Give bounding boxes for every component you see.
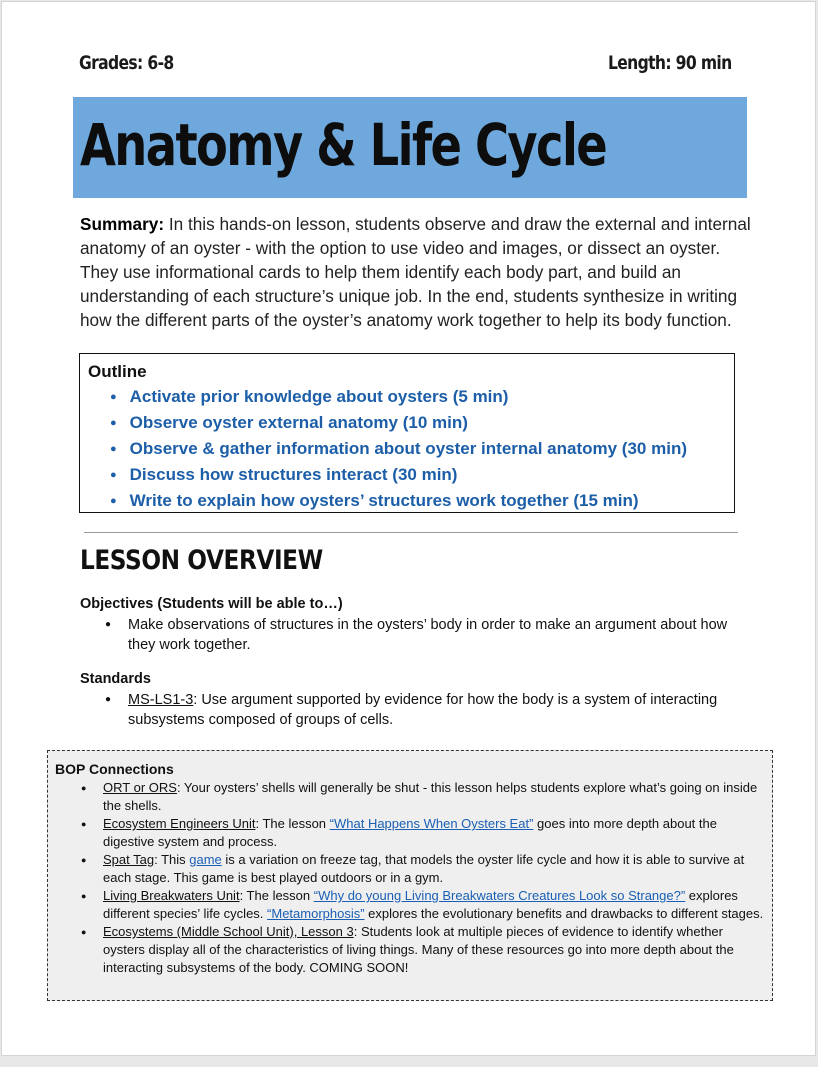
standard-item xyxy=(128,690,748,730)
outline-title: Outline xyxy=(88,362,147,381)
link-metamorphosis[interactable]: “Metamorphosis” xyxy=(267,906,365,921)
bop-connections-list xyxy=(103,779,768,977)
standard-text: : Use argument supported by evidence for how the body is a system of interacting subsystems composed of groups of cells. xyxy=(128,692,718,728)
summary-text: In this hands-on lesson, students observe and draw the external and internal anatomy of an oyster - with the option to use video and images, or dissect an oyster. They use informational cards to help them identify each body part, and build an understanding of each structure’s unique job. In the end, students synthesize in writing how the different parts of the oyster’s anatomy work together to help its body function. xyxy=(80,214,751,330)
link-why-do-young-creatures[interactable]: “Why do young Living Breakwaters Creatures Look so Strange?” xyxy=(313,888,686,903)
lb-pre: : The lesson xyxy=(239,888,314,903)
document-page xyxy=(1,1,816,1056)
bop-connections-title: BOP Connections xyxy=(55,761,174,777)
ors-text: : Your oysters’ shells will generally be shut - this lesson helps students explore what’s going on inside the shells. xyxy=(103,780,758,813)
ors-label: ORT or ORS xyxy=(103,780,177,795)
spat-pre: : This xyxy=(154,852,190,867)
length-label: Length: 90 min xyxy=(608,52,732,74)
lb-label: Living Breakwaters Unit xyxy=(103,888,240,903)
bop-item-living-breakwaters xyxy=(103,887,768,923)
lesson-overview-heading: LESSON OVERVIEW xyxy=(80,545,323,576)
link-what-happens-when-oysters-eat[interactable]: “What Happens When Oysters Eat” xyxy=(329,816,534,831)
outline-item[interactable]: ● Observe oyster external anatomy (10 min) xyxy=(110,411,687,437)
standard-code[interactable]: MS-LS1-3 xyxy=(128,692,194,708)
lb-post: explores the evolutionary benefits and drawbacks to different stages. xyxy=(364,906,764,921)
spat-label: Spat Tag xyxy=(103,852,155,867)
lb-mid: explores different species’ life cycles. xyxy=(103,888,738,921)
horizontal-divider xyxy=(84,532,738,533)
eco-post: goes into more depth about the digestive system and process. xyxy=(103,816,717,849)
grades-label: Grades: 6-8 xyxy=(79,52,174,74)
outline-list xyxy=(110,385,687,515)
bop-item-ecosystem-engineers xyxy=(103,815,768,851)
outline-item[interactable]: ● Observe & gather information about oyster internal anatomy (30 min) xyxy=(110,437,687,463)
bop-item-spat-tag xyxy=(103,851,768,887)
ecos-label: Ecosystems (Middle School Unit), Lesson 3 xyxy=(103,924,354,939)
objectives-heading: Objectives (Students will be able to…) xyxy=(80,596,343,612)
ecos-text: : Students look at multiple pieces of evidence to identify whether oysters display all of the characteristics of living things. Many of these resources go into more depth about the interacting subsystems of the body. COMING SOON! xyxy=(103,924,734,975)
outline-item[interactable]: ● Activate prior knowledge about oysters (5 min) xyxy=(110,385,687,411)
bop-item-ors xyxy=(103,779,768,815)
outline-item[interactable]: ● Write to explain how oysters’ structures work together (15 min) xyxy=(110,489,687,515)
eco-pre: : The lesson xyxy=(255,816,330,831)
summary-label: Summary: xyxy=(80,214,165,234)
outline-box xyxy=(79,353,735,513)
summary-paragraph xyxy=(80,212,752,332)
bop-item-ecosystems xyxy=(103,923,768,977)
bop-connections-box xyxy=(47,750,773,1001)
page-title: Anatomy & Life Cycle xyxy=(80,111,607,179)
spat-post: is a variation on freeze tag, that models the oyster life cycle and how it is able to survive at each stage. This game is best played outdoors or in a gym. xyxy=(103,852,745,885)
outline-item[interactable]: ● Discuss how structures interact (30 min) xyxy=(110,463,687,489)
standards-heading: Standards xyxy=(80,671,151,687)
link-game[interactable]: game xyxy=(189,852,222,867)
objective-item: ● Make observations of structures in the oysters’ body in order to make an argument about how they work together. xyxy=(128,615,748,655)
eco-label: Ecosystem Engineers Unit xyxy=(103,816,256,831)
title-banner xyxy=(73,97,747,198)
